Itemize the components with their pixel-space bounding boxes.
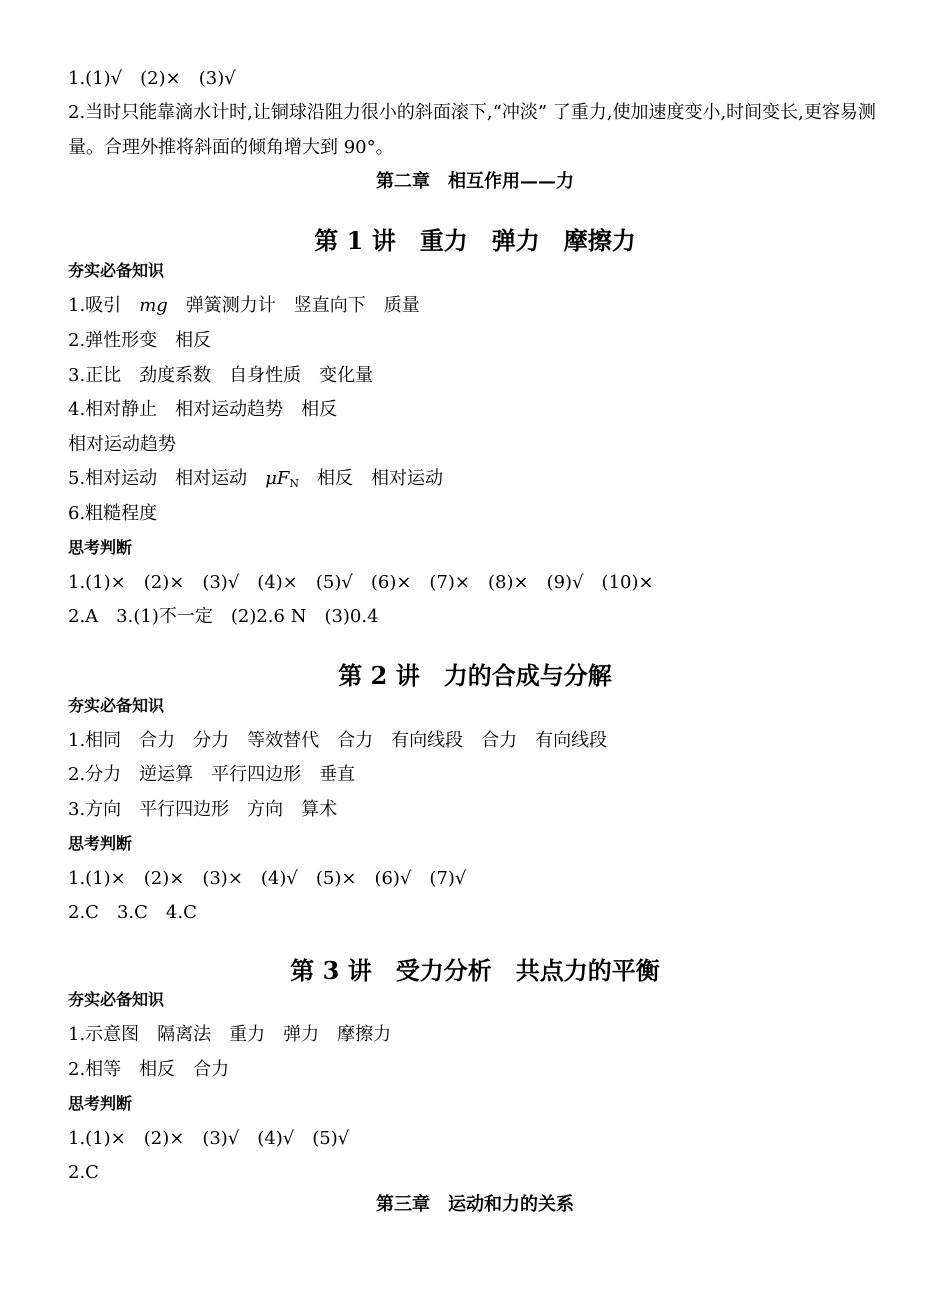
lecture-3-knowledge-2: 2.相等 相反 合力 [68,1059,230,1080]
lecture-1-knowledge-1 [68,294,420,318]
lecture-3-judge-heading: 思考判断 [68,1094,133,1113]
lecture-1-knowledge-3: 3.正比 劲度系数 自身性质 变化量 [68,365,374,386]
lecture-1-judge-2: 2.A 3.(1)不一定 (2)2.6 N (3)0.4 [68,606,379,627]
lecture-3-judge-2: 2.C [68,1162,99,1183]
lecture-1-knowledge-2: 2.弹性形变 相反 [68,330,212,351]
k5-mu-f: μF [265,468,290,489]
lecture-1-knowledge-6: 6.粗糙程度 [68,503,158,524]
lecture-1-judge-heading: 思考判断 [68,538,133,557]
lecture-3-knowledge-1: 1.示意图 隔离法 重力 弹力 摩擦力 [68,1024,392,1045]
lecture-2-judge-2: 2.C 3.C 4.C [68,902,197,923]
lecture-2-knowledge-1: 1.相同 合力 分力 等效替代 合力 有向线段 合力 有向线段 [68,730,608,751]
lecture-2-knowledge-3: 3.方向 平行四边形 方向 算术 [68,799,338,820]
lecture-3-knowledge-heading: 夯实必备知识 [68,990,165,1009]
chapter-2-title: 第二章 相互作用——力 [376,171,574,192]
lecture-1-knowledge-4a: 4.相对静止 相对运动趋势 相反 [68,399,338,420]
lecture-1-judge-1: 1.(1)× (2)× (3)√ (4)× (5)√ (6)× (7)× (8)× (9)√ (10)× [68,572,654,593]
intro-answer-1: 1.(1)√ (2)× (3)√ [68,68,236,89]
k1-prefix: 1.吸引 [68,295,140,316]
lecture-2-knowledge-heading: 夯实必备知识 [68,696,165,715]
k1-mg: mg [139,295,168,316]
lecture-1-title: 第 1 讲 重力 弹力 摩擦力 [314,226,636,255]
k1-suffix: 弹簧测力计 竖直向下 质量 [167,295,420,316]
lecture-2-knowledge-2: 2.分力 逆运算 平行四边形 垂直 [68,764,356,785]
k5-prefix: 5.相对运动 相对运动 [68,468,266,489]
lecture-1-knowledge-5 [68,467,443,496]
intro-answer-2: 2.当时只能靠滴水计时,让铜球沿阻力很小的斜面滚下,“冲淡” 了重力,使加速度变小,时间变长,更容易测量。合理外推将斜面的倾角增大到 90°。 [68,102,876,158]
chapter-3-title: 第三章 运动和力的关系 [376,1194,574,1215]
k5-subscript-n: N [289,477,299,490]
lecture-2-title: 第 2 讲 力的合成与分解 [338,661,612,690]
lecture-2-judge-1: 1.(1)× (2)× (3)× (4)√ (5)× (6)√ (7)√ [68,868,467,889]
lecture-2-judge-heading: 思考判断 [68,834,133,853]
lecture-3-title: 第 3 讲 受力分析 共点力的平衡 [290,956,660,985]
lecture-1-knowledge-4b: 相对运动趋势 [68,434,176,455]
k5-suffix: 相反 相对运动 [299,468,443,489]
lecture-1-knowledge-heading: 夯实必备知识 [68,261,165,280]
lecture-3-judge-1: 1.(1)× (2)× (3)√ (4)√ (5)√ [68,1128,350,1149]
